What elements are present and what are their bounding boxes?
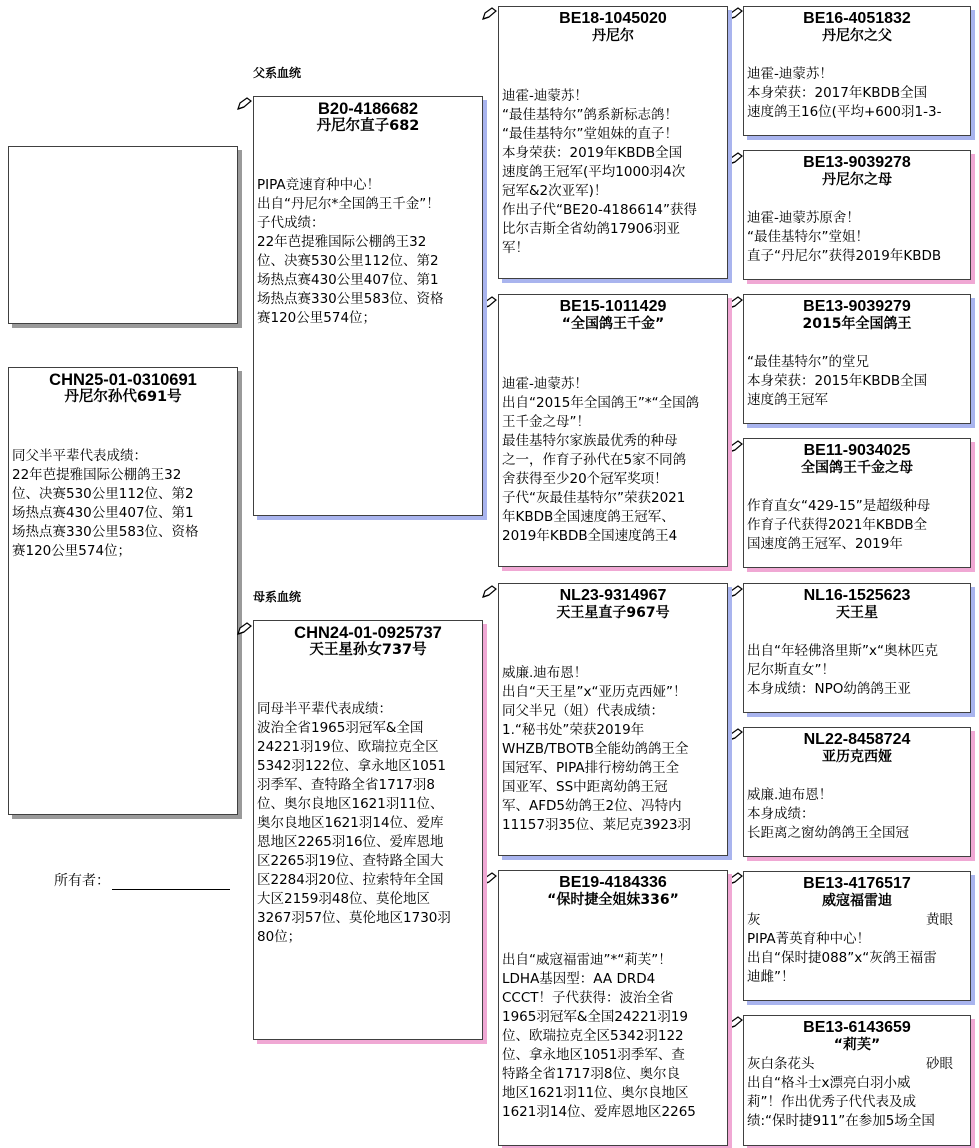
dd-sire-name: 威寇福雷迪 (822, 892, 892, 909)
sire-sire-ring: BE18-1045020 (559, 10, 667, 27)
sire-card (253, 96, 483, 516)
sire-dam-desc: 迪霍-迪蒙苏！ 出自“2015年全国鸽王”*“全国鸽 王千金之母”！ 最佳基特尔家族最优秀的种母 之一，作育子孙代在5家不同鸽 舍获得至少20个冠军奖项！ 子代“灰最佳基特尔”荣获2021 年KBDB全国速度鸽王冠军、 2019年KBDB全国速度鸽王4 (502, 376, 700, 545)
sd-sire-card (743, 294, 971, 424)
edit-pencil-icon[interactable] (481, 585, 497, 599)
sire-line-label: 父系血统 (253, 66, 302, 80)
dd-sire-ring: BE13-4176517 (803, 875, 911, 892)
dd-sire-desc: 灰 黄眼 PIPA菁英育种中心！ 出自“保时捷088”x“灰鸽王福雷 迪雌”！ (747, 912, 953, 986)
ds-dam-card (743, 727, 971, 857)
dam-card (253, 620, 483, 1040)
sd-sire-desc: “最佳基特尔”的堂兄 本身荣获：2015年KBDB全国 速度鸽王冠军 (747, 354, 928, 409)
sire-desc: PIPA竞速育种中心！ 出自“丹尼尔*全国鸽王千金”！ 子代成绩： 22年芭提雅国际公棚鸽王32 位、决赛530公里112位、第2 场热点赛430公里407位、第1 场热点赛330公里583位、资格 赛120公里574位； (257, 176, 444, 326)
owner-underline[interactable] (112, 875, 230, 890)
dam-line-label: 母系血统 (253, 590, 302, 604)
sire-dam-ring: BE15-1011429 (559, 298, 667, 315)
edit-pencil-icon[interactable] (727, 440, 743, 454)
sd-sire-ring: BE13-9039279 (803, 298, 911, 315)
subject-desc: 同父半平辈代表成绩： 22年芭提雅国际公棚鸽王32 位、决赛530公里112位、第2 场热点赛430公里407位、第1 场热点赛330公里583位、资格 赛120公里574位； (12, 447, 199, 559)
dd-dam-eye: 砂眼 (926, 1056, 953, 1073)
edit-pencil-icon[interactable] (481, 7, 497, 21)
edit-pencil-icon[interactable] (481, 296, 497, 310)
subject-ring: CHN25-01-0310691 (49, 371, 197, 389)
dam-sire-desc: 威廉.迪布恩！ 出自“天王星”x“亚历克西娅”！ 同父半兄（姐）代表成绩： 1.“秘书处”荣获2019年 WHZB/TBOTB全能幼鸽鸽王全 国冠军、PIPA排行榜幼鸽王全 国亚军、SS中距离幼鸽王冠 军、AFD5幼鸽王2位、冯特内 11157羽35位、莱尼克3923羽 (502, 665, 691, 834)
dd-dam-desc: 灰白条花头 砂眼 出自“格斗士x漂亮白羽小威 莉”！作出优秀子代代表及成 绩:“保时捷911”在参加5场全国 (747, 1056, 953, 1130)
dd-dam-ring: BE13-6143659 (803, 1019, 911, 1036)
edit-pencil-icon[interactable] (727, 872, 743, 886)
subject-card (8, 367, 238, 815)
sire-ring: B20-4186682 (318, 100, 418, 118)
ds-sire-card (743, 583, 971, 713)
edit-pencil-icon[interactable] (727, 1016, 743, 1030)
ss-dam-name: 丹尼尔之母 (822, 171, 892, 188)
dd-dam-card (743, 1015, 971, 1146)
edit-pencil-icon[interactable] (727, 728, 743, 742)
dam-sire-name: 天王星直子967号 (556, 604, 670, 621)
sire-sire-desc: 迪霍-迪蒙苏！ “最佳基特尔”鸽系新标志鸽！ “最佳基特尔”堂姐妹的直子！ 本身荣获：2019年KBDB全国 速度鸽王冠军(平均1000羽4次 冠军&2次亚军)！ 作出子代“BE20-4186614”获得 比尔吉斯全省幼鸽17906羽亚 军！ (502, 88, 697, 257)
sire-dam-name: “全国鸽王千金” (561, 315, 665, 332)
dam-sire-ring: NL23-9314967 (559, 587, 667, 604)
ds-dam-desc: 威廉.迪布恩！ 本身成绩： 长距离之窗幼鸽鸽王全国冠 (747, 787, 909, 842)
dd-sire-card (743, 871, 971, 1001)
ds-dam-name: 亚历克西娅 (822, 748, 892, 765)
dd-sire-color: 灰 (747, 912, 761, 929)
dam-dam-card (498, 870, 728, 1146)
edit-pencil-icon[interactable] (236, 622, 252, 636)
dam-dam-name: “保时捷全姐妹336” (547, 891, 679, 908)
ss-dam-desc: 迪霍-迪蒙苏原舍！ “最佳基特尔”堂姐！ 直子“丹尼尔”获得2019年KBDB (747, 210, 942, 265)
ss-dam-ring: BE13-9039278 (803, 154, 911, 171)
owner-label: 所有者： (54, 873, 110, 889)
sd-sire-name: 2015年全国鸽王 (802, 315, 912, 332)
subject-name: 丹尼尔孙代691号 (64, 389, 182, 406)
dd-dam-color: 灰白条花头 (747, 1056, 815, 1073)
ss-dam-card (743, 150, 971, 280)
edit-pencil-icon[interactable] (727, 296, 743, 310)
sire-sire-card (498, 6, 728, 279)
ss-sire-name: 丹尼尔之父 (822, 27, 892, 44)
dam-dam-ring: BE19-4184336 (559, 874, 667, 891)
sd-dam-ring: BE11-9034025 (803, 442, 911, 459)
ds-dam-ring: NL22-8458724 (803, 731, 911, 748)
owner-field (54, 870, 230, 890)
edit-pencil-icon[interactable] (481, 872, 497, 886)
sire-dam-card (498, 294, 728, 567)
edit-pencil-icon[interactable] (236, 97, 252, 111)
dam-ring: CHN24-01-0925737 (294, 624, 442, 642)
ss-sire-ring: BE16-4051832 (803, 10, 911, 27)
ds-sire-ring: NL16-1525623 (803, 587, 911, 604)
ds-sire-desc: 出自“年轻佛洛里斯”x“奥林匹克 尼尔斯直女”！ 本身成绩：NPO幼鸽鸽王亚 (747, 643, 938, 698)
sire-name: 丹尼尔直子682 (316, 118, 420, 135)
dd-sire-eye: 黄眼 (926, 912, 953, 929)
dd-dam-name: “莉芙” (833, 1036, 881, 1053)
photo-box (8, 146, 238, 324)
dam-name: 天王星孙女737号 (309, 642, 427, 659)
sire-sire-name: 丹尼尔 (592, 27, 634, 44)
dam-sire-card (498, 583, 728, 856)
ss-sire-card (743, 6, 971, 136)
ds-sire-name: 天王星 (836, 604, 878, 621)
dam-desc: 同母半平辈代表成绩： 波治全省1965羽冠军&全国 24221羽19位、欧瑞拉克全区 5342羽122位、拿永地区1051 羽季军、查特路全省1717羽8 位、奥尔良地区1621羽11位、 奥尔良地区1621羽14位、爱库 恩地区2265羽16位、爱库恩地 区2265羽19位、查特路全国大 区2284羽20位、拉索特年全国 大区2159羽48位、莫伦地区 3267羽57位、莫伦地区1730羽 80位； (257, 700, 451, 945)
edit-pencil-icon[interactable] (727, 152, 743, 166)
sd-dam-card (743, 438, 971, 568)
edit-pencil-icon[interactable] (727, 7, 743, 21)
edit-pencil-icon[interactable] (727, 585, 743, 599)
sd-dam-name: 全国鸽王千金之母 (801, 459, 913, 476)
sd-dam-desc: 作育直女“429-15”是超级种母 作育子代获得2021年KBDB全 国速度鸽王冠军、2019年 (747, 498, 931, 553)
ss-sire-desc: 迪霍-迪蒙苏！ 本身荣获：2017年KBDB全国 速度鸽王16位(平均+600羽1-3- (747, 66, 942, 121)
dam-dam-desc: 出自“威寇福雷迪”*“莉芙”！ LDHA基因型：AA DRD4 CCCT！子代获得：波治全省 1965羽冠军&全国24221羽19 位、欧瑞拉克全区5342羽122 位、拿永地区1051羽季军、查 特路全省1717羽8位、奥尔良 地区1621羽11位、奥尔良地区 1621羽14位、爱库恩地区2265 (502, 952, 696, 1121)
